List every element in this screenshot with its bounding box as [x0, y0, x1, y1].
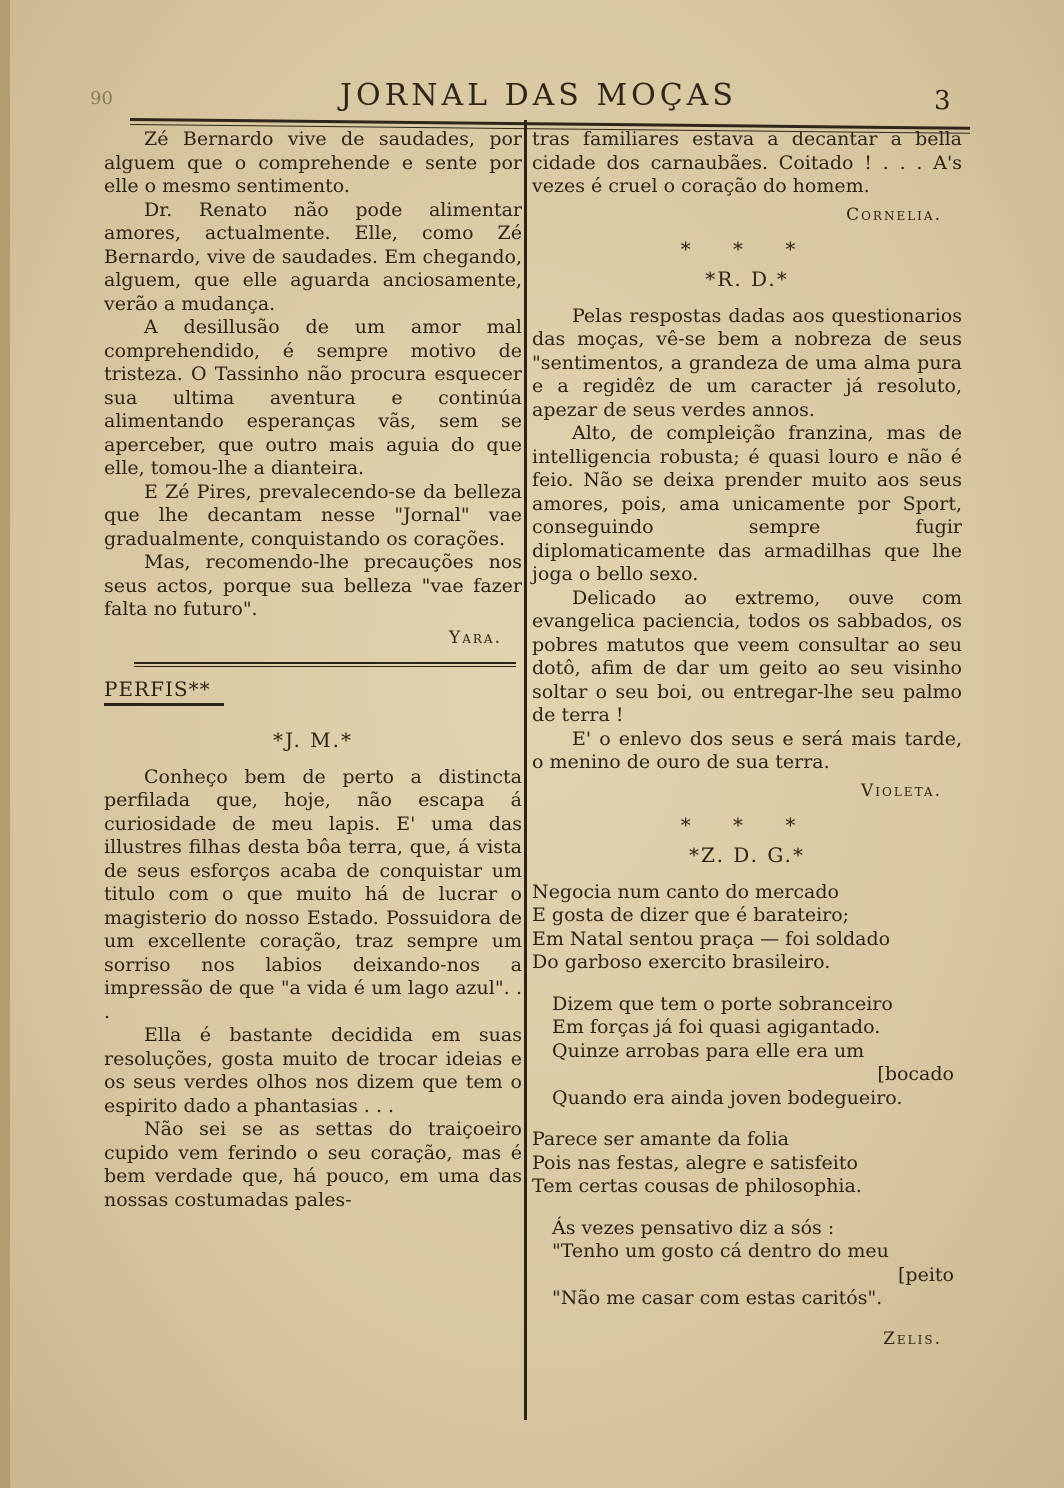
left-column — [104, 128, 522, 1212]
verse-line: Em forças já foi quasi agigantado. — [552, 1016, 881, 1038]
verse-line: Tem certas cousas de philosophia. — [532, 1175, 862, 1197]
verse-line: Negocia num canto do mercado — [532, 880, 839, 903]
section-title-underline — [104, 703, 224, 706]
verse-line: Do garboso exercito brasileiro. — [532, 951, 831, 973]
signature-violeta: Violeta. — [860, 780, 942, 801]
page-number: 3 — [934, 86, 951, 116]
right-column — [532, 128, 962, 1349]
verse-line: Quando era ainda joven bodegueiro. — [552, 1086, 903, 1109]
verse-line: Ás vezes pensativo diz a sós : — [552, 1216, 835, 1239]
section-rule — [134, 662, 516, 664]
paragraph: Alto, de compleição franzina, mas de intelligencia robusta; é quasi louro e não é feio. Não se deixa prender muito aos seus amores, pois, ama unicamente por Sport, conseguindo sempre fugir diplomaticamente das armadilhas que lhe joga o bello sexo. — [532, 422, 962, 585]
paragraph: E' o enlevo dos seus e será mais tarde, o menino de ouro de sua terra. — [532, 727, 962, 773]
paragraph: Não sei se as settas do traiçoeiro cupido vem ferindo o seu coração, mas é bem verdade que, há pouco, em uma das nossas costumadas pales- — [104, 1118, 522, 1211]
page-marker: 90 — [90, 88, 113, 109]
signature-yara: Yara. — [449, 627, 502, 648]
signature-zelis: Zelis. — [883, 1328, 942, 1349]
poem-stanza — [532, 1128, 962, 1199]
separator-stars: * * * — [680, 812, 814, 837]
verse-line: Pois nas festas, alegre e satisfeito — [532, 1151, 858, 1174]
profile-initials: *R. D.* — [705, 266, 789, 291]
profile-initials: *Z. D. G.* — [689, 842, 805, 867]
verse-line: [bocado — [877, 1063, 954, 1085]
profile-initials: *J. M.* — [272, 727, 353, 752]
verse-line: Parece ser amante da folia — [532, 1128, 789, 1150]
verse-line: E gosta de dizer que é barateiro; — [532, 904, 850, 926]
section-title — [104, 677, 522, 701]
section-rule-thin — [134, 666, 516, 667]
journal-title: JORNAL DAS MOÇAS — [340, 78, 737, 113]
signature-cornelia: Cornelia. — [846, 204, 942, 225]
verse-line: [peito — [898, 1263, 954, 1286]
paragraph: tras familiares estava a decantar a bella cidade dos carnaubães. Coitado ! . . . A's vezes é cruel o coração do homem. — [532, 128, 962, 197]
paragraph: A desillusão de um amor mal comprehendido, é sempre motivo de tristeza. O Tassinho não procura esquecer sua ultima aventura e continúa alimentando esperanças vãs, sem se aperceber, que outro mais aguia do que elle, tomou-lhe a dianteira. — [104, 316, 522, 479]
paragraph: Pelas respostas dadas aos questionarios das moças, vê-se bem a nobreza de seus "sentimentos, a grandeza de uma alma pura e a regidêz de um caracter já resoluto, apezar de seus verdes annos. — [532, 304, 962, 421]
poem-stanza — [532, 881, 962, 975]
page-header — [90, 70, 990, 130]
poem-stanza — [532, 993, 962, 1111]
verse-line: "Não me casar com estas caritós". — [552, 1287, 883, 1309]
section-title-stars: ** — [188, 676, 211, 701]
paragraph: E Zé Pires, prevalecendo-se da belleza que lhe decantam nesse "Jornal" vae gradualmente, conquistando os corações. — [104, 480, 522, 550]
paragraph: Zé Bernardo vive de saudades, por alguem que o comprehende e sente por elle o mesmo sentimento. — [104, 128, 522, 197]
column-divider — [524, 120, 527, 1420]
verse-line: Quinze arrobas para elle era um — [552, 1039, 865, 1062]
page-edge — [0, 0, 10, 1488]
verse-line: Em Natal sentou praça — foi soldado — [532, 927, 891, 950]
section-title-text: PERFIS — [104, 676, 189, 701]
paragraph: Ella é bastante decidida em suas resoluções, gosta muito de trocar ideias e os seus verdes olhos nos dizem que tem o espirito dado a phantasias . . . — [104, 1024, 522, 1117]
poem-stanza — [532, 1217, 962, 1311]
verse-line: "Tenho um gosto cá dentro do meu — [552, 1240, 889, 1262]
paragraph: Mas, recomendo-lhe precauções nos seus actos, porque sua belleza "vae fazer falta no futuro". — [104, 551, 522, 620]
paragraph: Conheço bem de perto a distincta perfilada que, hoje, não escapa á curiosidade de meu lapis. E' uma das illustres filhas desta bôa terra, que, á vista de seus esforços acaba de conquistar um titulo com o que muito há de lucrar o magisterio do nosso Estado. Possuidora de um excellente coração, traz sempre um sorriso nos labios deixando-nos a impressão de que "a vida é um lago azul". . . — [104, 765, 522, 1023]
separator-stars: * * * — [680, 236, 814, 261]
verse-line: Dizem que tem o porte sobranceiro — [552, 992, 893, 1015]
paragraph: Dr. Renato não pode alimentar amores, actualmente. Elle, como Zé Bernardo, vive de saudades. Em chegando, alguem, que elle aguarda anciosamente, verão a mudança. — [104, 198, 522, 315]
paragraph: Delicado ao extremo, ouve com evangelica paciencia, todos os sabbados, os pobres matutos que veem consultar ao seu dotô, afim de dar um geito ao seu visinho soltar o seu boi, ou entregar-lhe seu palmo de terra ! — [532, 586, 962, 726]
